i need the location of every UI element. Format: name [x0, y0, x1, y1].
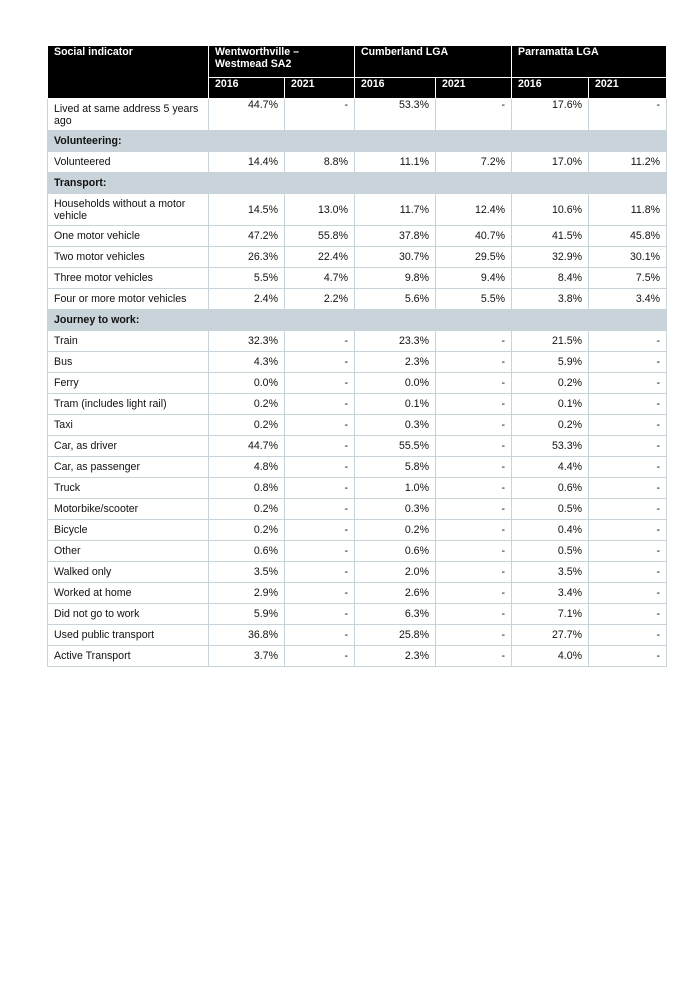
value-cell: 0.2% — [209, 499, 285, 520]
value-cell: 0.2% — [209, 520, 285, 541]
table-row — [48, 520, 667, 541]
value-cell: 11.7% — [355, 194, 436, 226]
value-cell: 55.5% — [355, 436, 436, 457]
value-cell: 0.1% — [355, 394, 436, 415]
value-cell: - — [589, 625, 667, 646]
indicator-label: Bus — [48, 352, 209, 373]
table-row — [48, 99, 667, 131]
value-cell: 0.3% — [355, 415, 436, 436]
value-cell: 0.6% — [512, 478, 589, 499]
table-row — [48, 415, 667, 436]
year-header: 2021 — [589, 78, 667, 99]
table-row — [48, 247, 667, 268]
value-cell: - — [436, 436, 512, 457]
value-cell: 8.8% — [285, 152, 355, 173]
region-header-parramatta: Parramatta LGA — [512, 46, 667, 78]
value-cell: 53.3% — [355, 99, 436, 131]
table-row — [48, 625, 667, 646]
value-cell: 4.3% — [209, 352, 285, 373]
value-cell: 32.3% — [209, 331, 285, 352]
indicator-label: Active Transport — [48, 646, 209, 667]
indicator-column-header: Social indicator — [48, 46, 209, 99]
value-cell: - — [589, 604, 667, 625]
indicator-label: Worked at home — [48, 583, 209, 604]
indicator-label: Four or more motor vehicles — [48, 289, 209, 310]
value-cell: 8.4% — [512, 268, 589, 289]
value-cell: 3.7% — [209, 646, 285, 667]
value-cell: - — [436, 604, 512, 625]
table-row — [48, 289, 667, 310]
region-header-row — [48, 46, 667, 78]
value-cell: 4.8% — [209, 457, 285, 478]
value-cell: - — [589, 583, 667, 604]
indicator-label: Ferry — [48, 373, 209, 394]
value-cell: 0.2% — [355, 520, 436, 541]
value-cell: - — [436, 457, 512, 478]
table-row — [48, 583, 667, 604]
value-cell: 9.4% — [436, 268, 512, 289]
value-cell: 17.0% — [512, 152, 589, 173]
table-row — [48, 352, 667, 373]
value-cell: 32.9% — [512, 247, 589, 268]
value-cell: - — [285, 99, 355, 131]
value-cell: - — [285, 436, 355, 457]
value-cell: 2.0% — [355, 562, 436, 583]
value-cell: 5.5% — [436, 289, 512, 310]
value-cell: 17.6% — [512, 99, 589, 131]
indicator-label: Two motor vehicles — [48, 247, 209, 268]
value-cell: 3.5% — [209, 562, 285, 583]
value-cell: - — [589, 478, 667, 499]
indicator-label: Car, as passenger — [48, 457, 209, 478]
value-cell: 47.2% — [209, 226, 285, 247]
value-cell: 29.5% — [436, 247, 512, 268]
value-cell: 6.3% — [355, 604, 436, 625]
value-cell: - — [285, 478, 355, 499]
value-cell: 7.5% — [589, 268, 667, 289]
value-cell: - — [285, 604, 355, 625]
value-cell: - — [589, 373, 667, 394]
value-cell: 0.5% — [512, 541, 589, 562]
table-row — [48, 331, 667, 352]
value-cell: 2.2% — [285, 289, 355, 310]
table-row — [48, 646, 667, 667]
value-cell: - — [285, 499, 355, 520]
value-cell: 0.4% — [512, 520, 589, 541]
section-header-row — [48, 131, 667, 152]
indicator-label: Taxi — [48, 415, 209, 436]
indicator-label: Did not go to work — [48, 604, 209, 625]
year-header: 2016 — [512, 78, 589, 99]
table-row — [48, 457, 667, 478]
value-cell: - — [589, 415, 667, 436]
table-row — [48, 194, 667, 226]
indicator-label: Truck — [48, 478, 209, 499]
value-cell: 0.0% — [209, 373, 285, 394]
value-cell: 3.8% — [512, 289, 589, 310]
value-cell: - — [285, 583, 355, 604]
indicator-label: Households without a motor vehicle — [48, 194, 209, 226]
value-cell: 0.6% — [209, 541, 285, 562]
value-cell: 11.1% — [355, 152, 436, 173]
section-label: Volunteering: — [48, 131, 667, 152]
year-header: 2021 — [285, 78, 355, 99]
value-cell: - — [436, 541, 512, 562]
region-header-wentworthville: Wentworthville – Westmead SA2 — [209, 46, 355, 78]
value-cell: 26.3% — [209, 247, 285, 268]
value-cell: 37.8% — [355, 226, 436, 247]
value-cell: 2.3% — [355, 352, 436, 373]
value-cell: 40.7% — [436, 226, 512, 247]
table-row — [48, 436, 667, 457]
value-cell: 3.5% — [512, 562, 589, 583]
value-cell: 3.4% — [589, 289, 667, 310]
value-cell: - — [436, 373, 512, 394]
year-header: 2016 — [209, 78, 285, 99]
value-cell: - — [589, 99, 667, 131]
value-cell: 7.1% — [512, 604, 589, 625]
value-cell: - — [285, 415, 355, 436]
value-cell: - — [589, 352, 667, 373]
value-cell: 2.4% — [209, 289, 285, 310]
value-cell: - — [285, 373, 355, 394]
value-cell: 23.3% — [355, 331, 436, 352]
value-cell: 5.9% — [512, 352, 589, 373]
indicator-label: Lived at same address 5 years ago — [48, 99, 209, 131]
table-body — [48, 99, 667, 667]
value-cell: 45.8% — [589, 226, 667, 247]
value-cell: 2.3% — [355, 646, 436, 667]
value-cell: 0.5% — [512, 499, 589, 520]
table-row — [48, 152, 667, 173]
value-cell: 21.5% — [512, 331, 589, 352]
value-cell: - — [285, 394, 355, 415]
value-cell: 55.8% — [285, 226, 355, 247]
value-cell: 14.5% — [209, 194, 285, 226]
value-cell: 27.7% — [512, 625, 589, 646]
region-header-cumberland: Cumberland LGA — [355, 46, 512, 78]
value-cell: 0.2% — [209, 394, 285, 415]
table-row — [48, 604, 667, 625]
section-header-row — [48, 310, 667, 331]
value-cell: - — [589, 457, 667, 478]
value-cell: 25.8% — [355, 625, 436, 646]
value-cell: - — [589, 646, 667, 667]
value-cell: 2.9% — [209, 583, 285, 604]
value-cell: - — [436, 99, 512, 131]
value-cell: - — [589, 331, 667, 352]
social-indicator-table — [47, 45, 667, 667]
value-cell: 0.2% — [512, 415, 589, 436]
section-label: Transport: — [48, 173, 667, 194]
value-cell: - — [436, 499, 512, 520]
value-cell: - — [285, 352, 355, 373]
table-row — [48, 226, 667, 247]
value-cell: 44.7% — [209, 99, 285, 131]
value-cell: 0.2% — [209, 415, 285, 436]
value-cell: 4.0% — [512, 646, 589, 667]
value-cell: - — [589, 541, 667, 562]
value-cell: 11.8% — [589, 194, 667, 226]
value-cell: 4.7% — [285, 268, 355, 289]
value-cell: 5.5% — [209, 268, 285, 289]
indicator-label: One motor vehicle — [48, 226, 209, 247]
value-cell: 5.6% — [355, 289, 436, 310]
indicator-label: Used public transport — [48, 625, 209, 646]
value-cell: 4.4% — [512, 457, 589, 478]
value-cell: 0.2% — [512, 373, 589, 394]
value-cell: - — [589, 499, 667, 520]
year-header: 2016 — [355, 78, 436, 99]
value-cell: 0.3% — [355, 499, 436, 520]
value-cell: 30.1% — [589, 247, 667, 268]
value-cell: - — [285, 562, 355, 583]
value-cell: 0.0% — [355, 373, 436, 394]
indicator-label: Tram (includes light rail) — [48, 394, 209, 415]
indicator-label: Motorbike/scooter — [48, 499, 209, 520]
value-cell: - — [436, 520, 512, 541]
table-row — [48, 562, 667, 583]
value-cell: - — [436, 352, 512, 373]
value-cell: - — [436, 646, 512, 667]
value-cell: 1.0% — [355, 478, 436, 499]
value-cell: 14.4% — [209, 152, 285, 173]
value-cell: 2.6% — [355, 583, 436, 604]
value-cell: - — [285, 520, 355, 541]
section-label: Journey to work: — [48, 310, 667, 331]
value-cell: 30.7% — [355, 247, 436, 268]
year-header: 2021 — [436, 78, 512, 99]
indicator-label: Three motor vehicles — [48, 268, 209, 289]
value-cell: - — [285, 457, 355, 478]
value-cell: 5.9% — [209, 604, 285, 625]
value-cell: 0.8% — [209, 478, 285, 499]
table-row — [48, 499, 667, 520]
value-cell: 22.4% — [285, 247, 355, 268]
table-row — [48, 373, 667, 394]
value-cell: 13.0% — [285, 194, 355, 226]
indicator-label: Train — [48, 331, 209, 352]
value-cell: 53.3% — [512, 436, 589, 457]
value-cell: 3.4% — [512, 583, 589, 604]
table-row — [48, 394, 667, 415]
value-cell: - — [589, 394, 667, 415]
value-cell: 10.6% — [512, 194, 589, 226]
value-cell: 41.5% — [512, 226, 589, 247]
value-cell: - — [436, 331, 512, 352]
value-cell: 9.8% — [355, 268, 436, 289]
value-cell: - — [285, 541, 355, 562]
table-row — [48, 268, 667, 289]
table-row — [48, 541, 667, 562]
value-cell: - — [589, 520, 667, 541]
value-cell: - — [436, 415, 512, 436]
value-cell: 0.1% — [512, 394, 589, 415]
value-cell: 11.2% — [589, 152, 667, 173]
section-header-row — [48, 173, 667, 194]
value-cell: - — [589, 562, 667, 583]
value-cell: 12.4% — [436, 194, 512, 226]
value-cell: - — [436, 562, 512, 583]
indicator-label: Other — [48, 541, 209, 562]
value-cell: 7.2% — [436, 152, 512, 173]
indicator-label: Car, as driver — [48, 436, 209, 457]
indicator-label: Volunteered — [48, 152, 209, 173]
value-cell: 44.7% — [209, 436, 285, 457]
value-cell: - — [589, 436, 667, 457]
value-cell: 5.8% — [355, 457, 436, 478]
value-cell: - — [285, 331, 355, 352]
value-cell: 0.6% — [355, 541, 436, 562]
table-row — [48, 478, 667, 499]
value-cell: - — [436, 583, 512, 604]
value-cell: - — [285, 625, 355, 646]
value-cell: - — [436, 394, 512, 415]
value-cell: - — [285, 646, 355, 667]
indicator-label: Bicycle — [48, 520, 209, 541]
value-cell: - — [436, 478, 512, 499]
value-cell: 36.8% — [209, 625, 285, 646]
value-cell: - — [436, 625, 512, 646]
indicator-label: Walked only — [48, 562, 209, 583]
